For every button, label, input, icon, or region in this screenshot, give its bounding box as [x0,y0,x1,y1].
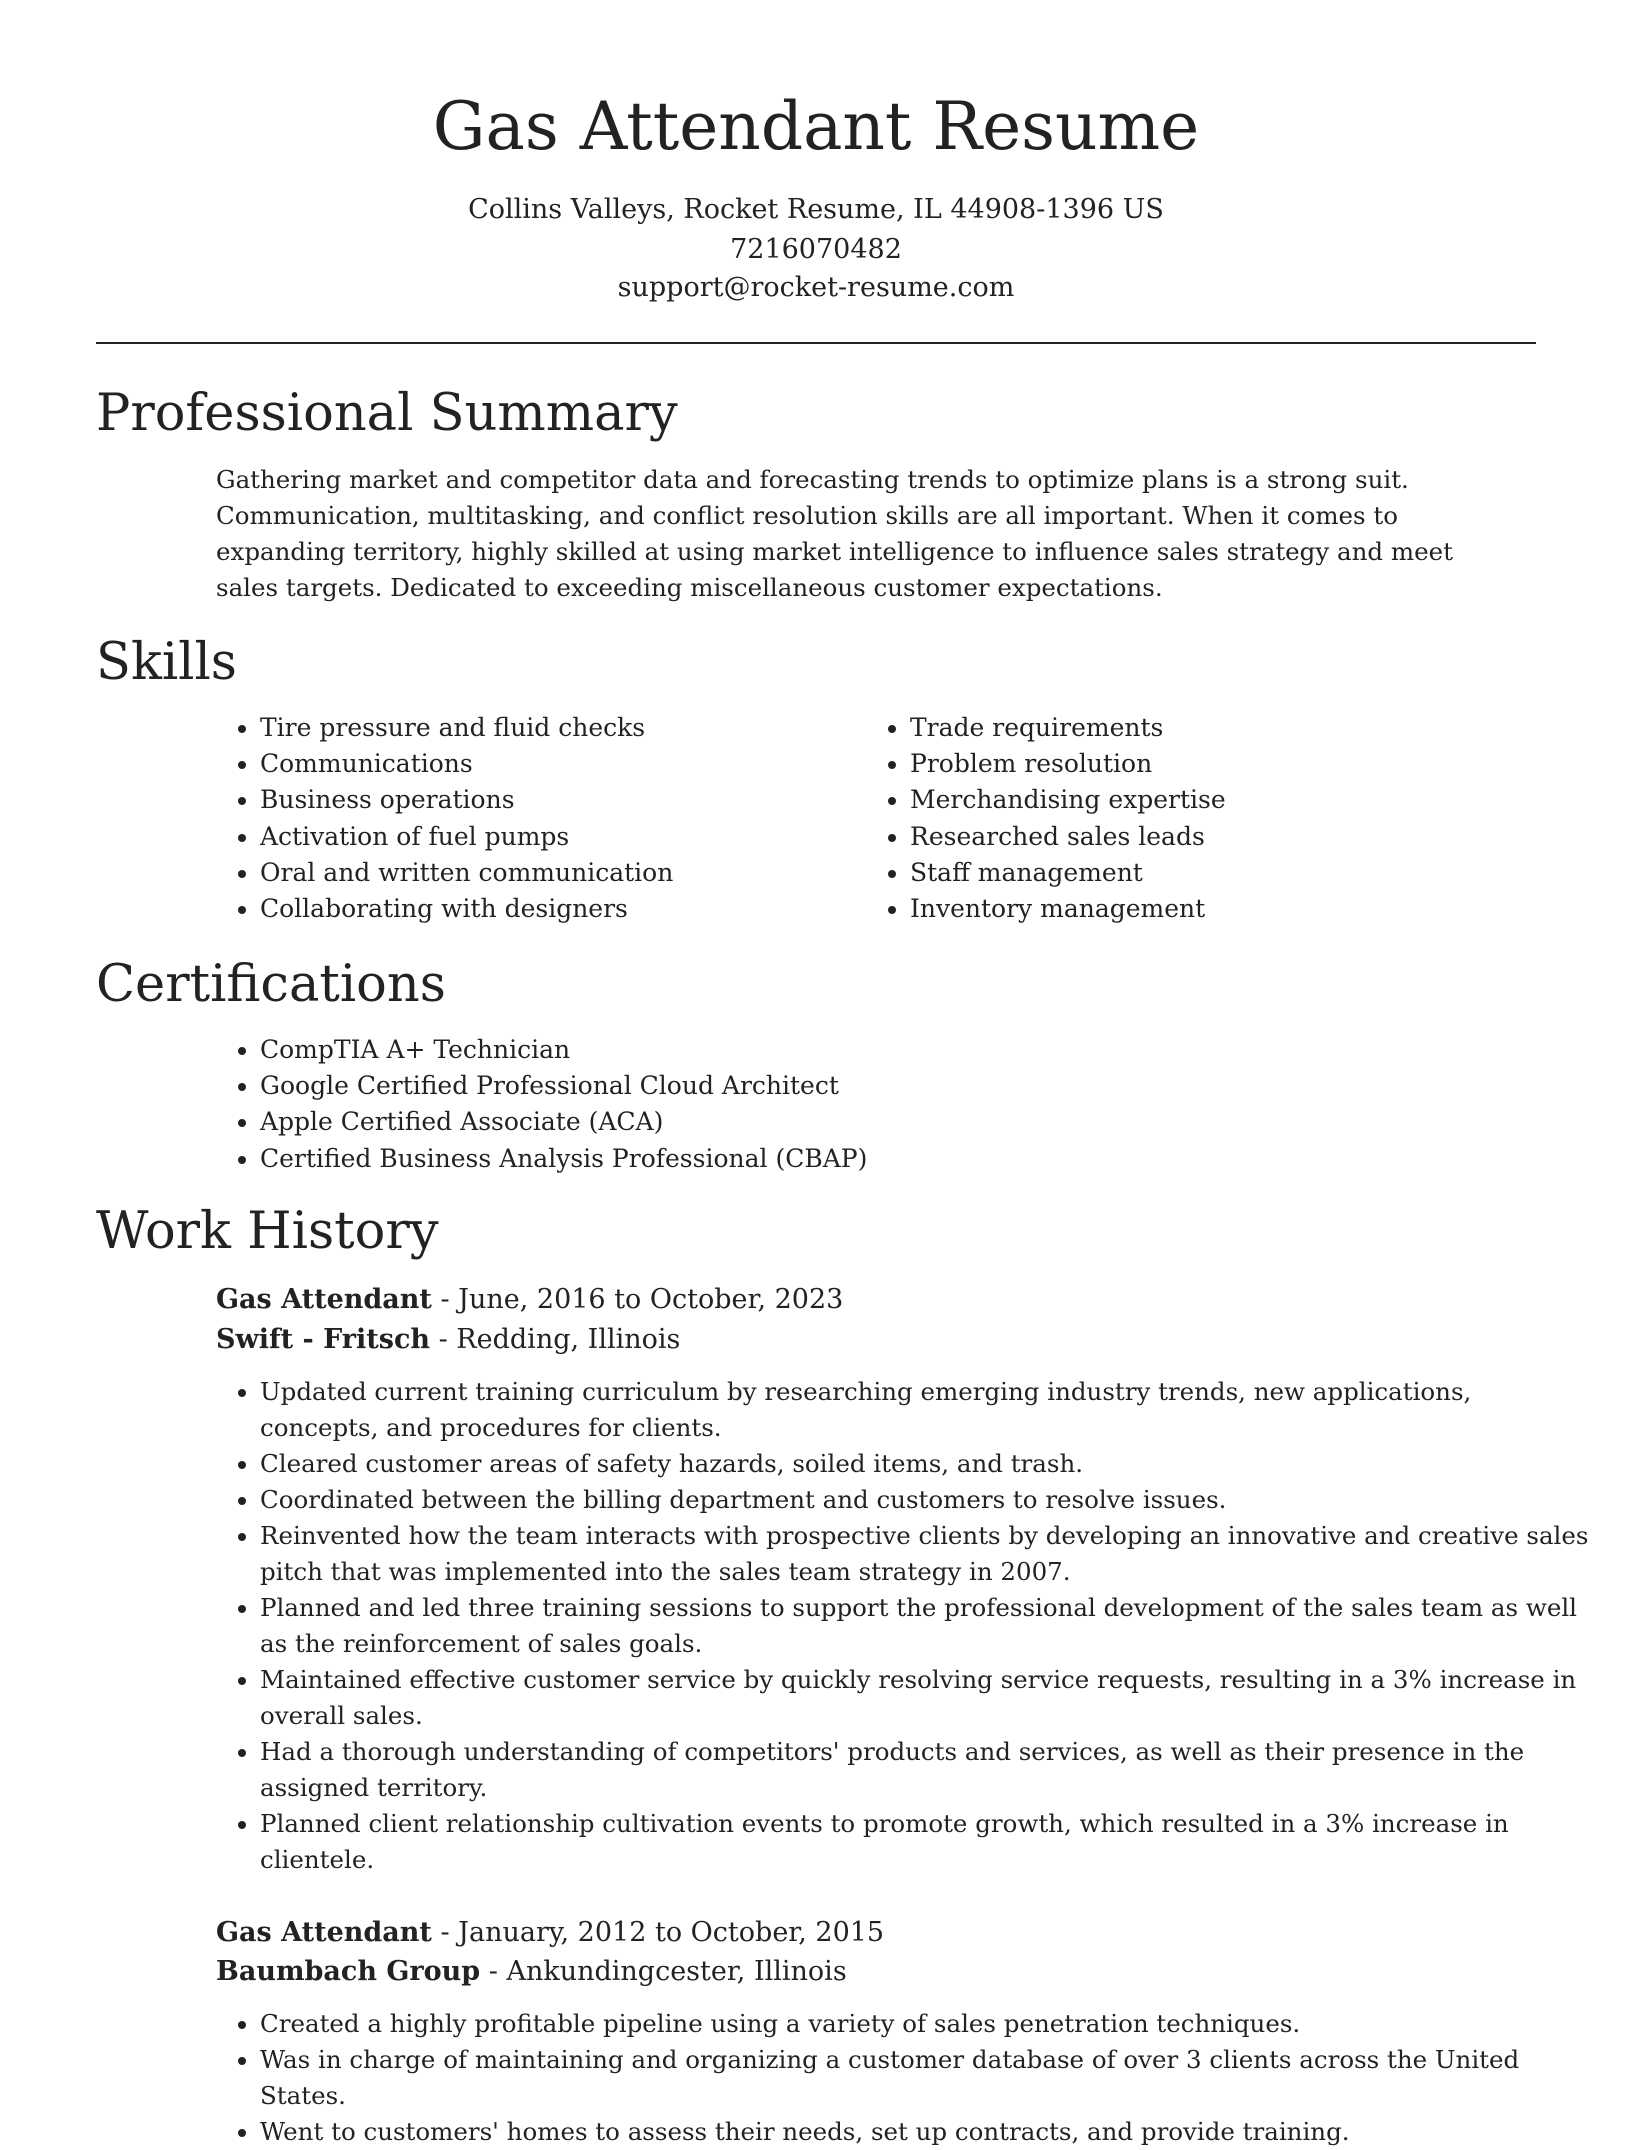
list-item: • Researched sales leads [910,819,1470,855]
job-dates: - January, 2012 to October, 2015 [431,1917,885,1948]
job-position: Gas Attendant [216,1284,432,1315]
list-item: • Communications [260,746,820,782]
certifications-list [216,1032,1460,1177]
contact-phone: 7216070482 [730,234,902,265]
list-item: • Apple Certified Associate (ACA) [260,1104,1460,1140]
list-item: • Trade requirements [910,710,1470,746]
section-title-summary: Professional Summary [96,384,678,443]
job-location: - Ankundingcester, Illinois [480,1956,847,1987]
list-item: • Planned and led three training sessions to support the professional development of the sales team as well as the reinforcement of sales goals. [260,1590,1590,1662]
list-item: • Tire pressure and fluid checks [260,710,820,746]
header-divider [96,342,1536,344]
section-title-certifications: Certifications [96,955,446,1014]
job-bullets [216,2006,1590,2150]
job-company-line [216,1952,847,1992]
section-title-work-history: Work History [96,1202,439,1261]
job-company: Swift - Fritsch [216,1324,431,1355]
list-item: • Had a thorough understanding of competitors' products and services, as well as their presence in the assigned territory. [260,1734,1590,1806]
list-item: • Oral and written communication [260,855,820,891]
job-location: - Redding, Illinois [430,1324,681,1355]
contact-email: support@rocket-resume.com [617,272,1015,303]
summary-text: Gathering market and competitor data and forecasting trends to optimize plans is a strong suit. Communication, multitasking, and conflict resolution skills are all important. When it comes to expanding territory, highly skilled at using market intelligence to influence sales strategy and meet sales targets. Dedicated to exceeding miscellaneous customer expectations. [216,465,1453,602]
skills-list-right [866,710,1470,927]
list-item: • Staff management [910,855,1470,891]
skills-list-left [216,710,820,927]
section-title-skills: Skills [96,633,237,692]
resume-title: Gas Attendant Resume [432,88,1200,165]
job-company-line [216,1320,680,1360]
list-item: • Maintained effective customer service by quickly resolving service requests, resulting in a 3% increase in overall sales. [260,1662,1590,1734]
list-item: • Activation of fuel pumps [260,819,820,855]
job-position: Gas Attendant [216,1917,432,1948]
list-item: • Created a highly profitable pipeline using a variety of sales penetration techniques. [260,2006,1590,2042]
list-item: • Coordinated between the billing department and customers to resolve issues. [260,1482,1590,1518]
job-bullets [216,1374,1590,1878]
list-item: • Went to customers' homes to assess their needs, set up contracts, and provide training. [260,2114,1590,2150]
list-item: • CompTIA A+ Technician [260,1032,1460,1068]
list-item: • Problem resolution [910,746,1470,782]
contact-address: Collins Valleys, Rocket Resume, IL 44908-1396 US [468,194,1164,225]
list-item: • Planned client relationship cultivation events to promote growth, which resulted in a 3% increase in clientele. [260,1806,1590,1878]
list-item: • Was in charge of maintaining and organizing a customer database of over 3 clients across the United States. [260,2042,1590,2114]
list-item: • Inventory management [910,891,1470,927]
list-item: • Google Certified Professional Cloud Architect [260,1068,1460,1104]
job-title-line [216,1913,884,1953]
list-item: • Business operations [260,782,820,818]
list-item: • Updated current training curriculum by researching emerging industry trends, new applications, concepts, and procedures for clients. [260,1374,1590,1446]
job-title-line [216,1280,843,1320]
job-dates: - June, 2016 to October, 2023 [431,1284,844,1315]
list-item: • Cleared customer areas of safety hazards, soiled items, and trash. [260,1446,1590,1482]
job-company: Baumbach Group [216,1956,481,1987]
list-item: • Merchandising expertise [910,782,1470,818]
list-item: • Collaborating with designers [260,891,820,927]
list-item: • Certified Business Analysis Professional (CBAP) [260,1141,1460,1177]
list-item: • Reinvented how the team interacts with prospective clients by developing an innovative and creative sales pitch that was implemented into the sales team strategy in 2007. [260,1518,1590,1590]
